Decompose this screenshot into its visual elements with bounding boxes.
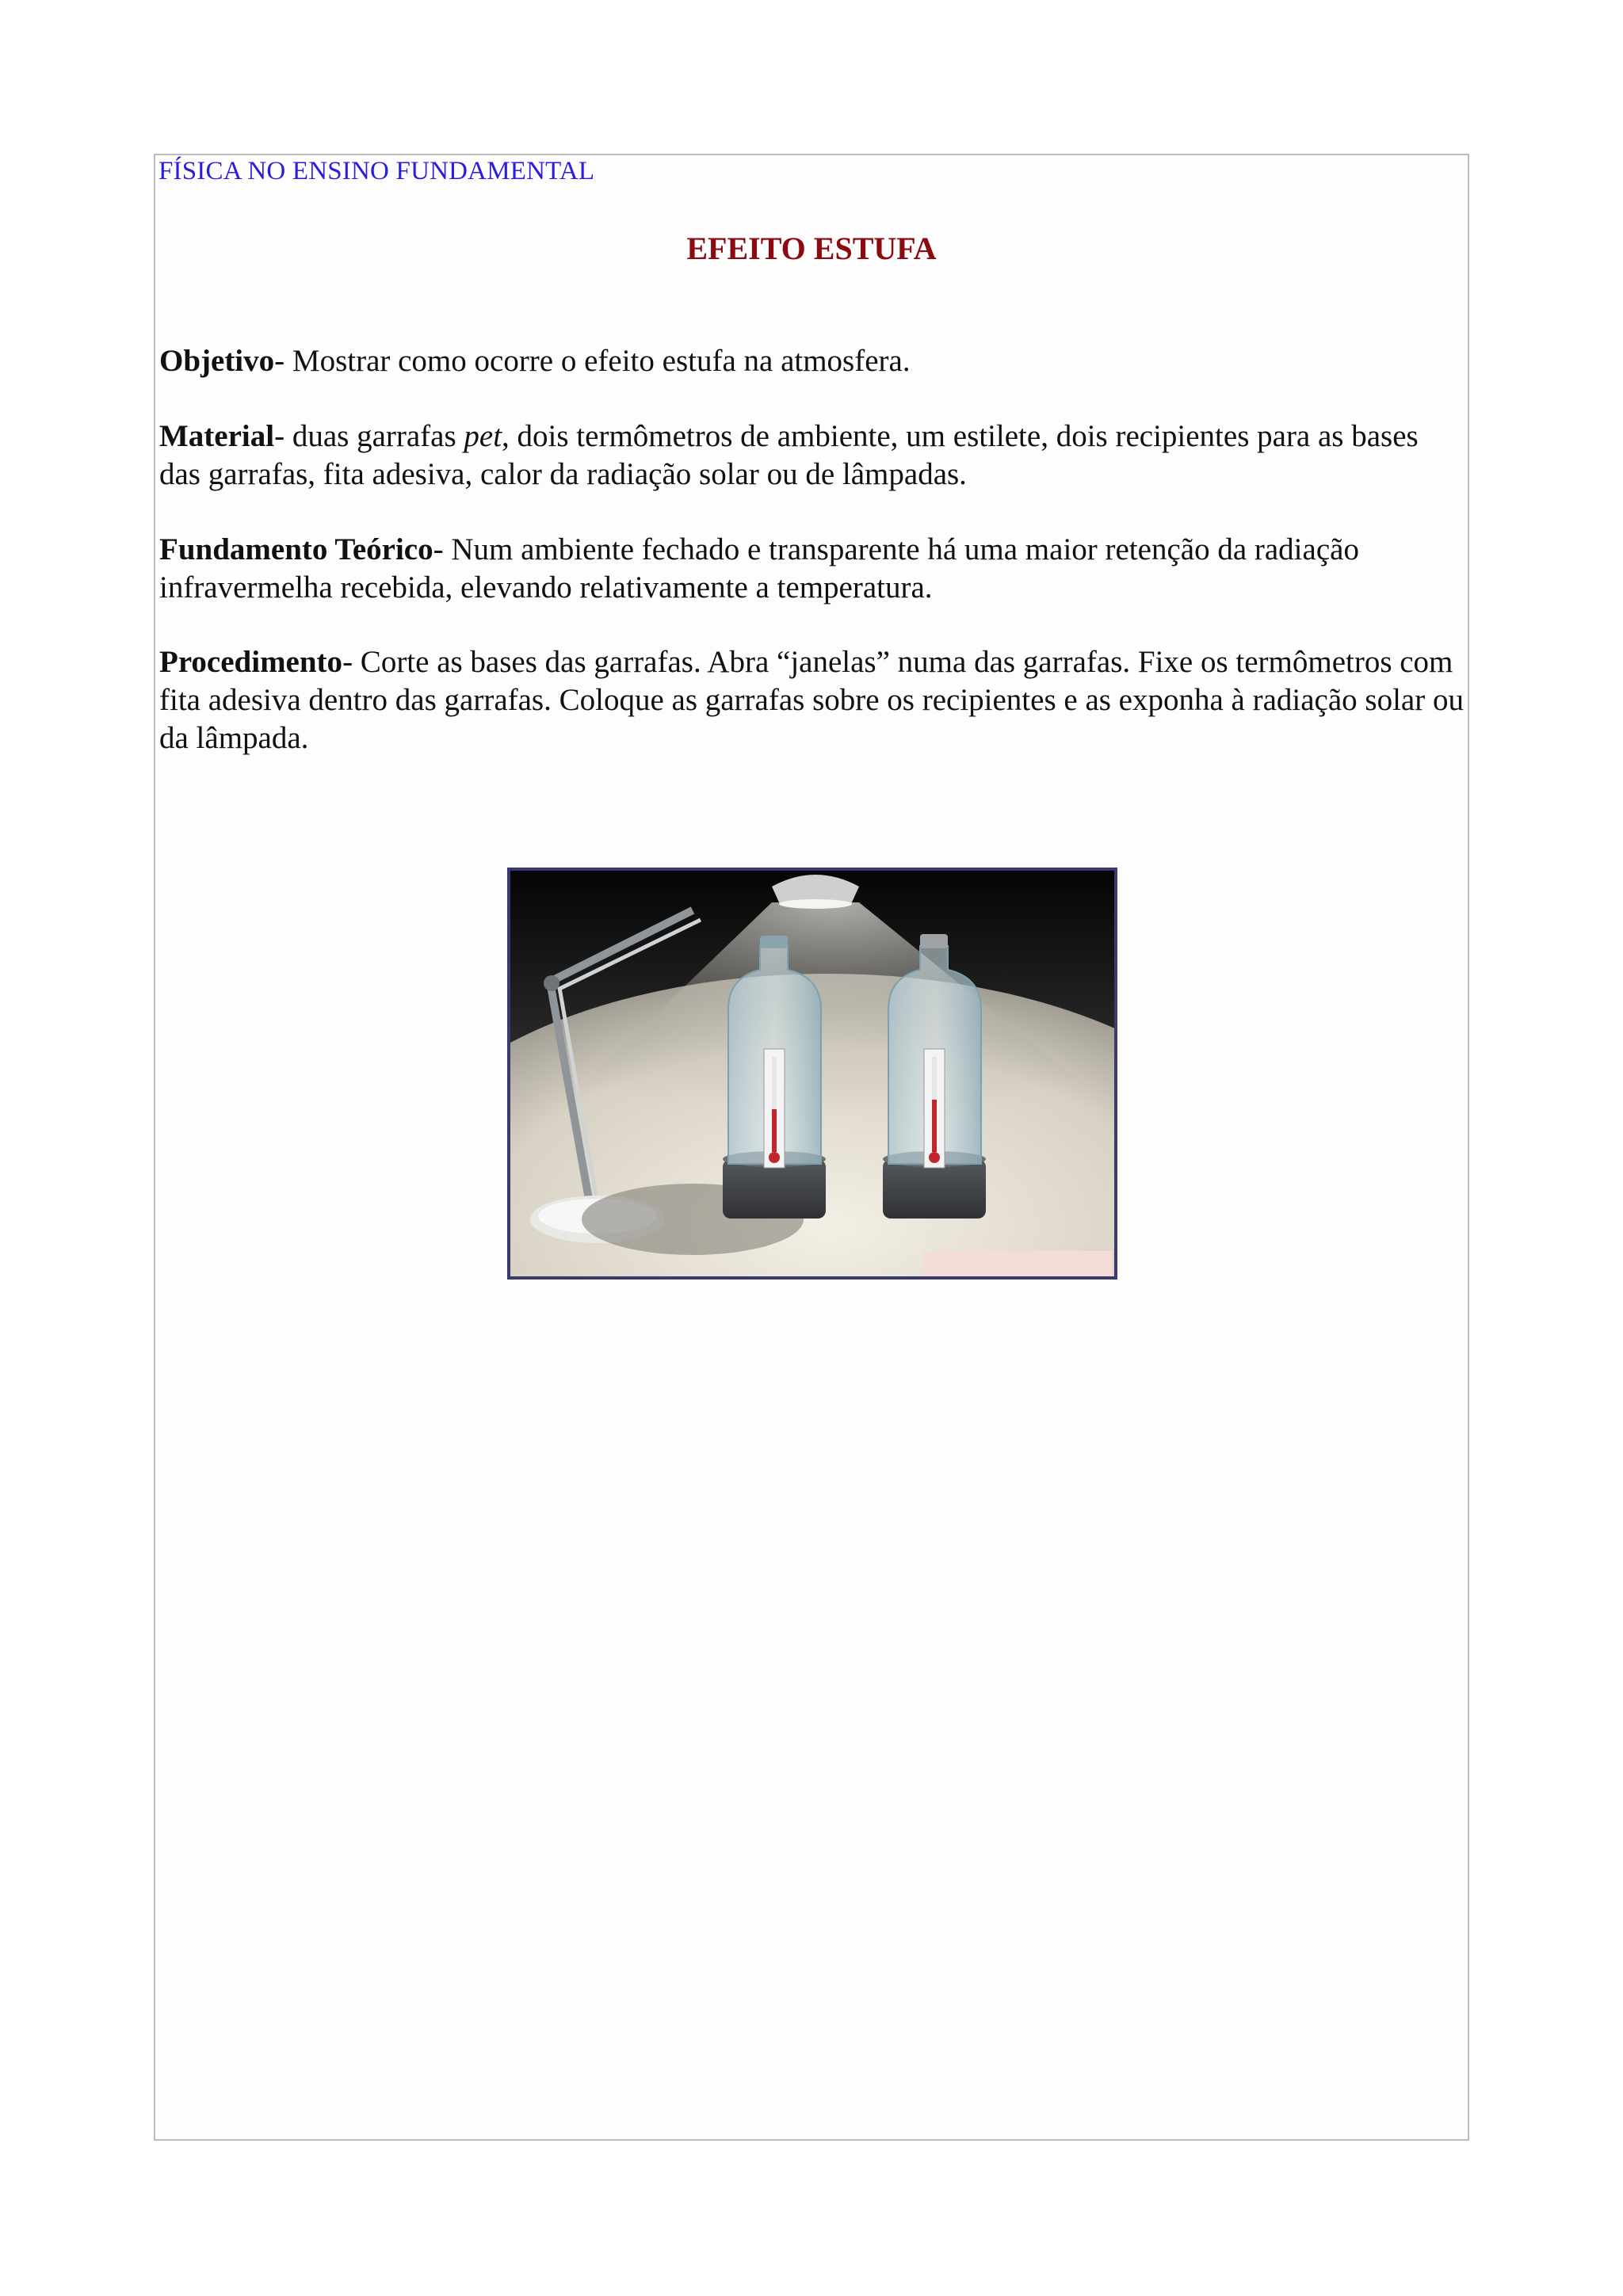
procedimento-paragraph bbox=[159, 643, 1467, 757]
material-paragraph bbox=[159, 418, 1467, 494]
material-label: Material bbox=[159, 419, 275, 453]
material-italic: pet bbox=[464, 419, 502, 453]
greenhouse-experiment-illustration bbox=[510, 871, 1114, 1276]
objetivo-label: Objetivo bbox=[159, 344, 275, 378]
fundamento-label: Fundamento Teórico bbox=[159, 532, 433, 566]
objetivo-paragraph bbox=[159, 342, 1467, 380]
material-text-after: , dois termômetros de ambiente, um estilete, dois recipientes para as bases das garrafas, fita adesiva, calor da radiação solar ou de lâmpadas. bbox=[159, 419, 1419, 491]
experiment-figure bbox=[507, 868, 1117, 1280]
procedimento-label: Procedimento bbox=[159, 645, 343, 679]
procedimento-text: - Corte as bases das garrafas. Abra “janelas” numa das garrafas. Fixe os termômetros com fita adesiva dentro das garrafas. Coloque as garrafas sobre os recipientes e as exponha à radiação solar ou da lâmpada. bbox=[159, 645, 1464, 755]
material-text-before: - duas garrafas bbox=[274, 419, 464, 453]
page-title: EFEITO ESTUFA bbox=[686, 231, 937, 266]
objetivo-text: - Mostrar como ocorre o efeito estufa na atmosfera. bbox=[274, 344, 911, 378]
fundamento-text: - Num ambiente fechado e transparente há uma maior retenção da radiação infravermelha recebida, elevando relativamente a temperatura. bbox=[159, 532, 1359, 605]
fundamento-paragraph bbox=[159, 531, 1467, 607]
page-header: FÍSICA NO ENSINO FUNDAMENTAL bbox=[158, 157, 595, 185]
